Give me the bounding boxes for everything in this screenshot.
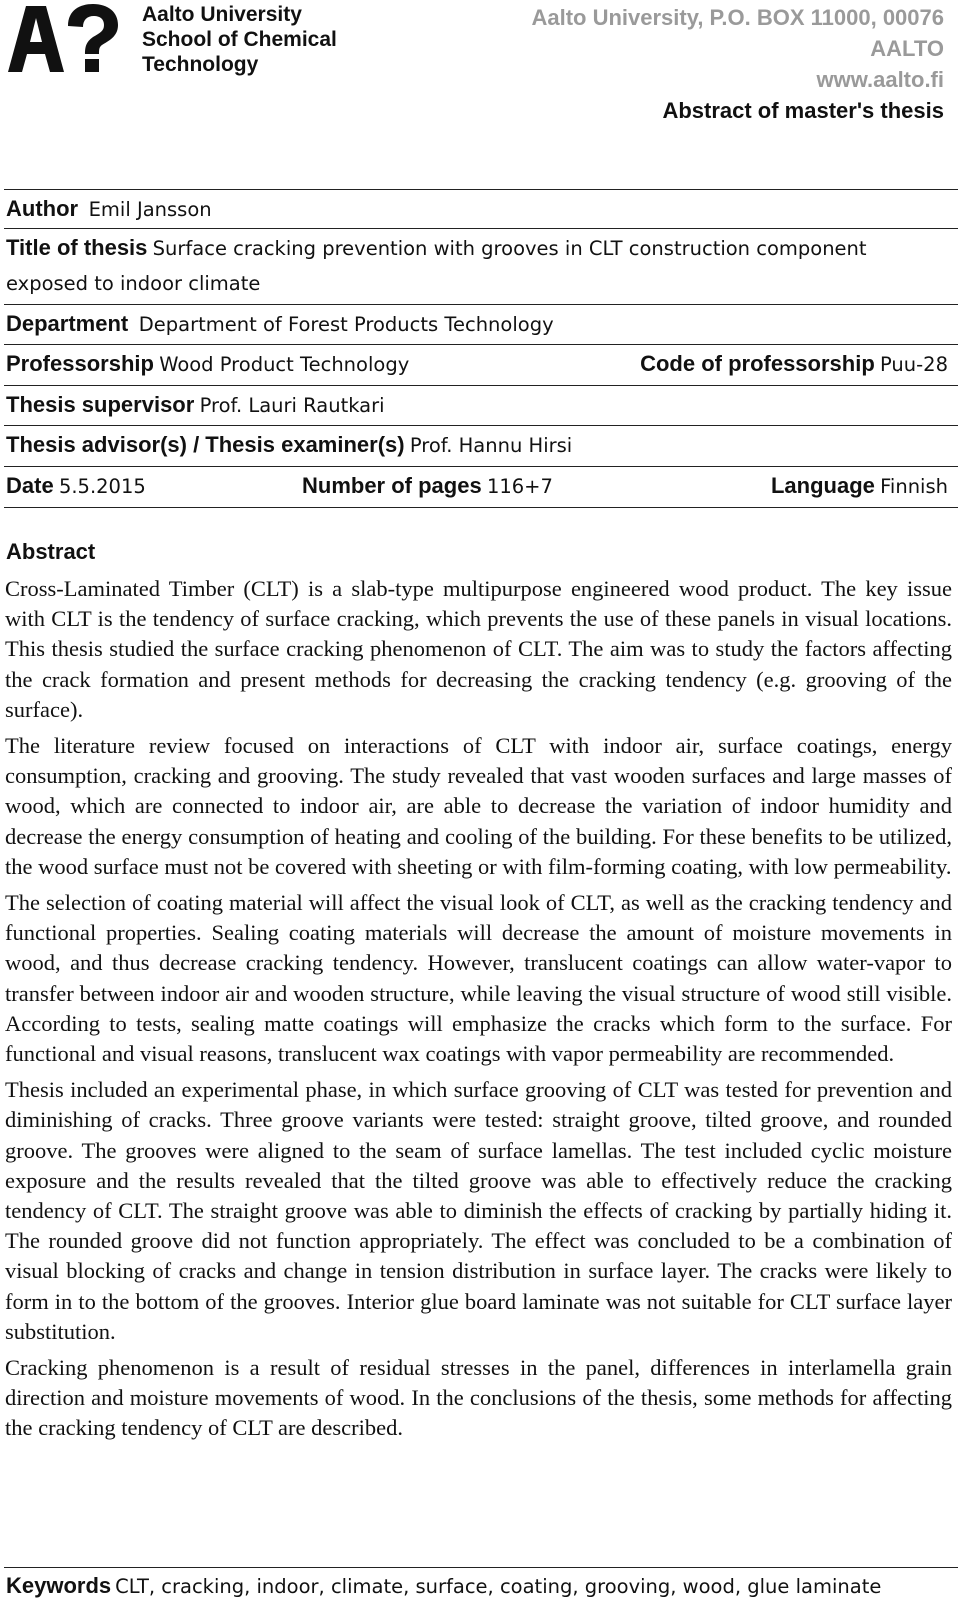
date-value: 5.5.2015: [58, 475, 146, 498]
pages-cell: [302, 468, 553, 504]
pages-label: Number of pages: [302, 473, 482, 498]
keywords-value: CLT, cracking, indoor, climate, surface, coating, grooving, wood, glue laminate: [115, 1575, 882, 1598]
supervisor-row: [6, 387, 948, 423]
keywords-label: Keywords: [6, 1573, 112, 1598]
address-line: Aalto University, P.O. BOX 11000, 00076: [531, 5, 944, 30]
abstract-paragraph: The selection of coating material will affect the visual look of CLT, as well as the cracking tendency and functional properties. Sealing coating materials will decrease the amount of moisture movements in wood, and thus decrease cracking tendency. However, translucent coatings can allow water-vapor to transfer between indoor air and wooden structure, while leaving the visual structure of wood still visible. According to tests, sealing matte coatings will emphasize the cracks which form to the surface. For functional and visual reasons, translucent wax coatings with vapor permeability are recommended.: [5, 890, 952, 1067]
divider: [4, 228, 958, 229]
institution-line: Technology: [142, 53, 259, 76]
divider: [4, 1567, 958, 1568]
professorship-value: Wood Product Technology: [159, 353, 410, 376]
pages-value: 116+7: [486, 475, 553, 498]
advisor-label: Thesis advisor(s) / Thesis examiner(s): [6, 432, 405, 457]
language-cell: [771, 468, 948, 504]
department-row: [6, 306, 948, 342]
divider: [4, 344, 958, 345]
code-cell: [640, 346, 948, 382]
institution-line: School of Chemical: [142, 28, 337, 51]
author-row: [6, 191, 948, 227]
divider: [4, 304, 958, 305]
author-value: Emil Jansson: [88, 198, 212, 221]
title-row: [6, 230, 948, 301]
code-label: Code of professorship: [640, 351, 875, 376]
department-label: Department: [6, 311, 129, 336]
supervisor-label: Thesis supervisor: [6, 392, 195, 417]
advisor-value: Prof. Hannu Hirsi: [409, 434, 573, 457]
institution-name: [142, 2, 337, 77]
keywords-row: [6, 1569, 956, 1606]
header-address: [531, 2, 944, 126]
department-value: Department of Forest Products Technology: [138, 313, 554, 336]
aalto-logo-mark: [8, 4, 120, 74]
document-title: Abstract of master's thesis: [662, 98, 944, 123]
divider: [4, 425, 958, 426]
language-value: Finnish: [880, 475, 948, 498]
code-value: Puu-28: [880, 353, 948, 376]
date-label: Date: [6, 473, 54, 498]
language-label: Language: [770, 473, 875, 498]
abstract-paragraph: Cross-Laminated Timber (CLT) is a slab-type multipurpose engineered wood product. The key issue with CLT is the tendency of surface cracking, which prevents the use of these panels in visual locations. This thesis studied the surface cracking phenomenon of CLT. The aim was to study the factors affecting the crack formation and present methods for decreasing the cracking tendency (e.g. grooving of the surface).: [5, 576, 952, 722]
date-row: [6, 468, 948, 504]
divider: [4, 466, 958, 467]
institution-line: Aalto University: [142, 3, 302, 26]
address-line: AALTO: [870, 36, 944, 61]
professorship-row: [6, 346, 948, 382]
title-label: Title of thesis: [6, 235, 148, 260]
abstract-paragraph: Thesis included an experimental phase, in which surface grooving of CLT was tested for prevention and diminishing of cracks. Three groove variants were tested: straight groove, tilted groove, and rounded groove. The grooves were aligned to the seam of surface lamellas. The test included cyclic moisture exposure and the results revealed that the tilted groove was able to effectively reduce the cracking tendency of CLT. The straight groove was able to diminish the effects of cracking by partially hiding it. The rounded groove did not function appropriately. The effect was concluded to be a combination of visual blocking of cracks and change in tension distribution in surface layer. The cracks were likely to form in to the bottom of the grooves. Interior glue board laminate was not suitable for CLT surface layer substitution.: [5, 1077, 952, 1344]
website-link[interactable]: www.aalto.fi: [816, 67, 944, 92]
divider: [4, 385, 958, 386]
professorship-label: Professorship: [6, 351, 154, 376]
abstract-body: [5, 574, 952, 1450]
abstract-heading: Abstract: [6, 539, 96, 564]
divider: [4, 507, 958, 508]
advisor-row: [6, 427, 948, 463]
author-label: Author: [6, 196, 79, 221]
title-value: Surface cracking prevention with grooves in CLT construction component exposed to indoor climate: [6, 237, 867, 295]
abstract-paragraph: Cracking phenomenon is a result of residual stresses in the panel, differences in interlamella grain direction and moisture movements of wood. In the conclusions of the thesis, some methods for affecting the cracking tendency of CLT are described.: [5, 1355, 952, 1441]
divider: [4, 189, 958, 190]
supervisor-value: Prof. Lauri Rautkari: [199, 394, 385, 417]
abstract-paragraph: The literature review focused on interactions of CLT with indoor air, surface coatings, energy consumption, cracking and grooving. The study revealed that vast wooden surfaces and large masses of wood, which are connected to indoor air, are able to decrease the variation of indoor humidity and decrease the energy consumption of heating and cooling of the building. For these benefits to be utilized, the wood surface must not be covered with sheeting or with film-forming coating, with low permeability.: [5, 733, 952, 879]
